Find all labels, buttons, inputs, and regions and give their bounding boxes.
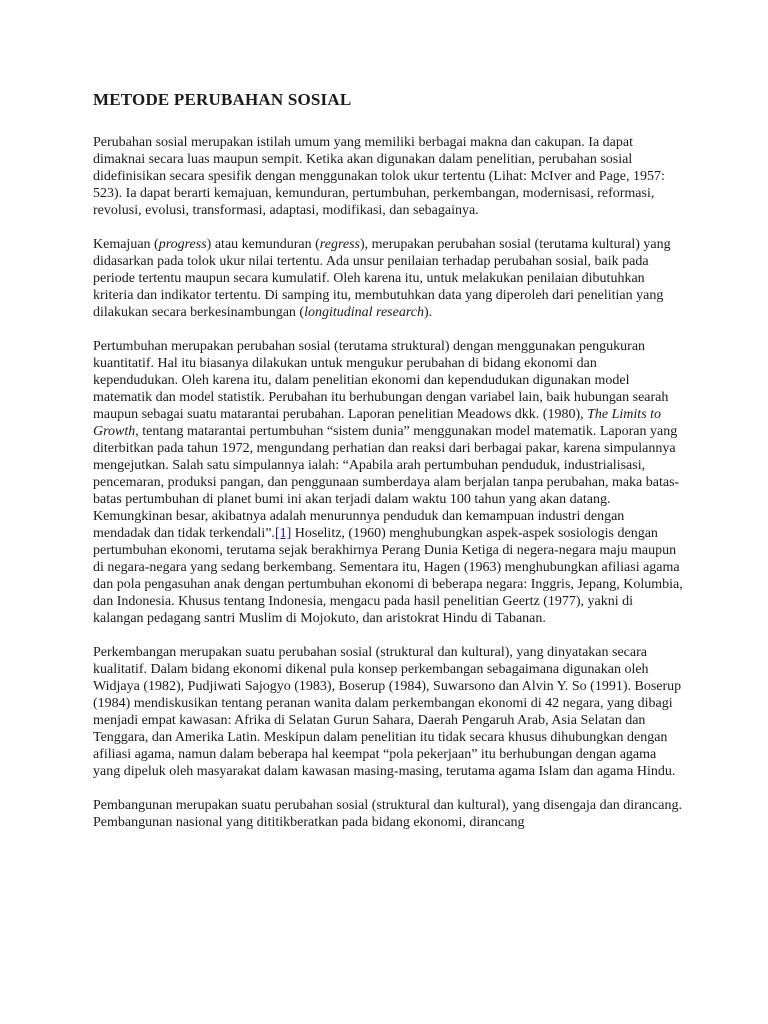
paragraph-3-book-title: The Limits to Growth <box>93 407 662 439</box>
paragraph-3-text-a: Pertumbuhan merupakan perubahan sosial (terutama struktural) dengan menggunakan pengukuran kuantitatif. Hal itu biasanya dilakukan untuk mengukur perubahan di bidang ekonomi dan kependudukan. Oleh karena itu, dalam penelitian ekonomi dan kependudukan digunakan model matematik dan model statistik. Perubahan itu berhubungan dengan variabel lain, baik hubungan searah maupun sebagai suatu matarantai perubahan. Laporan penelitian Meadows dkk. (1980), <box>93 339 669 422</box>
paragraph-3-text-d: Hoselitz, (1960) menghubungkan aspek-aspek sosiologis dengan pertumbuhan ekonomi, terutama sejak berakhirnya Perang Dunia Ketiga di negera-negara maju maupun di negara-negara yang sedang berkembang. Sementara itu, Hagen (1963) menghubungkan afiliasi agama dan pola pengasuhan anak dengan pertumbuhan ekonomi di beberapa negara: Inggris, Jepang, Kolumbia, dan Indonesia. Khusus tentang Indonesia, mengacu pada hasil penelitian Geertz (1977), yakni di kalangan pedagang santri Muslim di Mojokuto, dan aristokrat Hindu di Tabanan. <box>93 526 683 626</box>
paragraph-1: Perubahan sosial merupakan istilah umum yang memiliki berbagai makna dan cakupan. Ia dapat dimaknai secara luas maupun sempit. Ketika akan digunakan dalam penelitian, perubahan sosial didefinisikan secara spesifik dengan menggunakan tolok ukur tertentu (Lihat: McIver and Page, 1957: 523). Ia dapat berarti kemajuan, kemunduran, pertumbuhan, perkembangan, modernisasi, reformasi, revolusi, evolusi, transformasi, adaptasi, modifikasi, dan sebagainya. <box>93 135 665 218</box>
paragraph-2-term-longitudinal: longitudinal research <box>304 305 424 320</box>
paragraph-4: Perkembangan merupakan suatu perubahan sosial (struktural dan kultural), yang dinyatakan secara kualitatif. Dalam bidang ekonomi dikenal pula konsep perkembangan sebagaimana digunakan oleh Widjaya (1982), Pudjiwati Sajogyo (1983), Boserup (1984), Suwarsono dan Alvin Y. So (1991). Boserup (1984) mendiskusikan tentang peranan wanita dalam perkembangan ekonomi di 42 negara, yang dibagi menjadi empat kawasan: Afrika di Selatan Gurun Sahara, Daerah Pengaruh Arab, Asia Selatan dan Tenggara, dan Amerika Latin. Meskipun dalam penelitian itu tidak secara khusus dihubungkan dengan afiliasi agama, namun dalam beberapa hal keempat “pola pekerjaan” itu berhubungan dengan agama yang dipeluk oleh masyarakat dalam kawasan masing-masing, terutama agama Islam dan agama Hindu. <box>93 645 682 779</box>
paragraph-3-text-c: , tentang matarantai pertumbuhan “sistem dunia” menggunakan model matematik. Laporan yang diterbitkan pada tahun 1972, mengundang perhatian dan reaksi dari berbagai pakar, karena simpulannya mengejutkan. Salah satu simpulannya ialah: “Apabila arah pertumbuhan penduduk, industrialisasi, pencemaran, produksi pangan, dan penggunaan sumberdaya alam berjalan tanpa perubahan, maka batas-batas pertumbuhan di planet bumi ini akan terjadi dalam waktu 100 tahun yang akan datang. Kemungkinan besar, akibatnya adalah menurunnya penduduk dan kemampuan industri dengan mendadak dan tidak terkendali”. <box>93 424 680 541</box>
paragraph-5: Pembangunan merupakan suatu perubahan sosial (struktural dan kultural), yang disengaja dan dirancang. Pembangunan nasional yang dititikberatkan pada bidang ekonomi, dirancang <box>93 798 682 830</box>
paragraph-2-term-progress: progress <box>158 237 207 252</box>
paragraph-2-term-regress: regress <box>319 237 360 252</box>
paragraph-2-text-e: ), merupakan perubahan sosial (terutama kultural) yang didasarkan pada tolok ukur nilai tertentu. Ada unsur penilaian terhadap perubahan sosial, baik pada periode tertentu maupun secara kumulatif. Oleh karena itu, untuk melakukan penilaian dibutuhkan kriteria dan indikator tertentu. Di samping itu, membutuhkan data yang diperoleh dari penelitian yang dilakukan secara berkesinambungan ( <box>93 237 671 320</box>
paragraph-2-text-c: ) atau kemunduran ( <box>206 237 320 252</box>
paragraph-3 <box>93 338 683 627</box>
paragraph-2-text-a: Kemajuan ( <box>93 237 159 252</box>
paragraph-2 <box>93 236 683 321</box>
document-title: METODE PERUBAHAN SOSIAL <box>93 90 352 109</box>
footnote-link[interactable]: [1] <box>274 526 292 541</box>
paragraph-2-text-g: ). <box>424 305 433 320</box>
document-page <box>93 88 683 848</box>
